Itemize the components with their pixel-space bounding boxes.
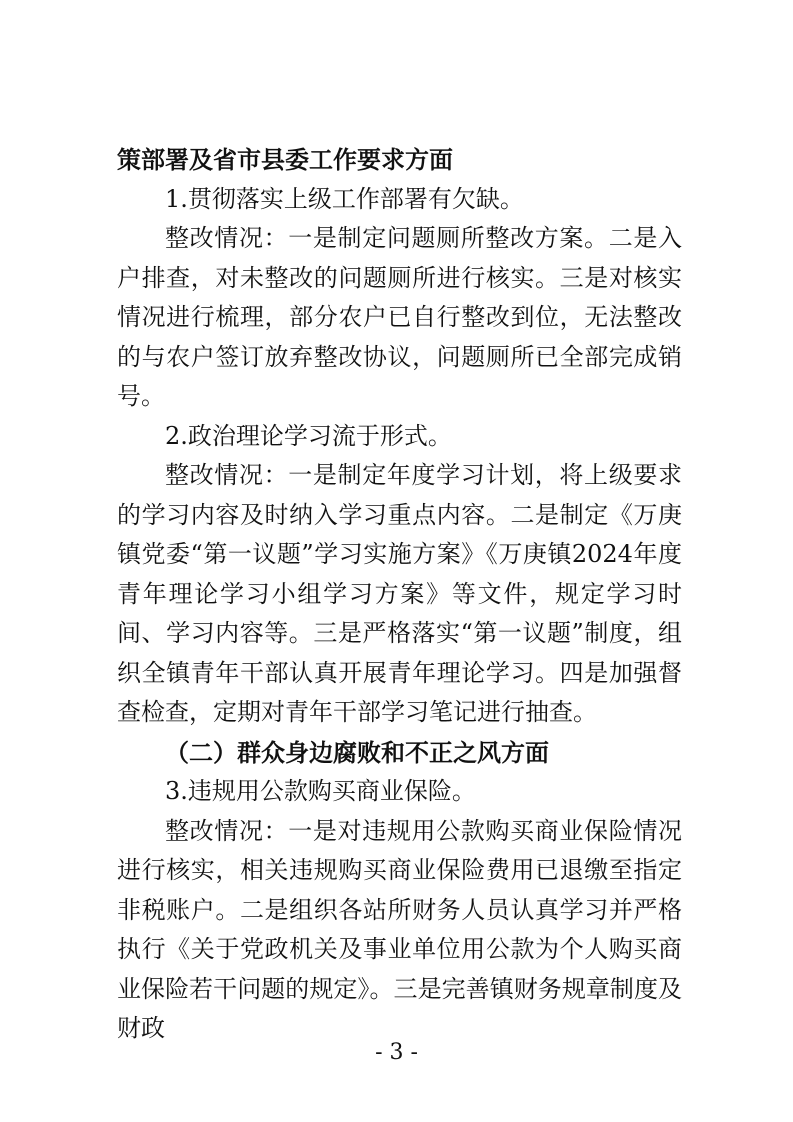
item-1-rectification: 整改情况：一是制定问题厕所整改方案。二是入户排查，对未整改的问题厕所进行核实。三是对核实情况进行梳理，部分农户已自行整改到位，无法整改的与农户签订放弃整改协议，问题厕所已全部完成销号。: [117, 224, 682, 410]
document-body: [117, 140, 682, 1049]
heading-continuation: 策部署及省市县委工作要求方面: [117, 145, 453, 174]
item-3-rectification: 整改情况：一是对违规用公款购买商业保险情况进行核实，相关违规购买商业保险费用已退缴至指定非税账户。二是组织各站所财务人员认真学习并严格执行《关于党政机关及事业单位用公款为个人购买商业保险若干问题的规定》。三是完善镇财务规章制度及财政: [117, 816, 682, 1042]
item-3-title: 3.违规用公款购买商业保险。: [165, 777, 476, 805]
section-2-heading: （二）群众身边腐败和不正之风方面: [165, 737, 549, 767]
item-2-rectification: 整改情况：一是制定年度学习计划，将上级要求的学习内容及时纳入学习重点内容。二是制定《万庚镇党委“第一议题”学习实施方案》《万庚镇2024年度青年理论学习小组学习方案》等文件，规定学习时间、学习内容等。三是严格落实“第一议题”制度，组织全镇青年干部认真开展青年理论学习。四是加强督查检查，定期对青年干部学习笔记进行抽查。: [117, 461, 682, 726]
item-2-title: 2.政治理论学习流于形式。: [165, 421, 452, 450]
page-number: - 3 -: [375, 1040, 418, 1065]
item-1-title: 1.贯彻落实上级工作部署有欠缺。: [165, 184, 524, 213]
